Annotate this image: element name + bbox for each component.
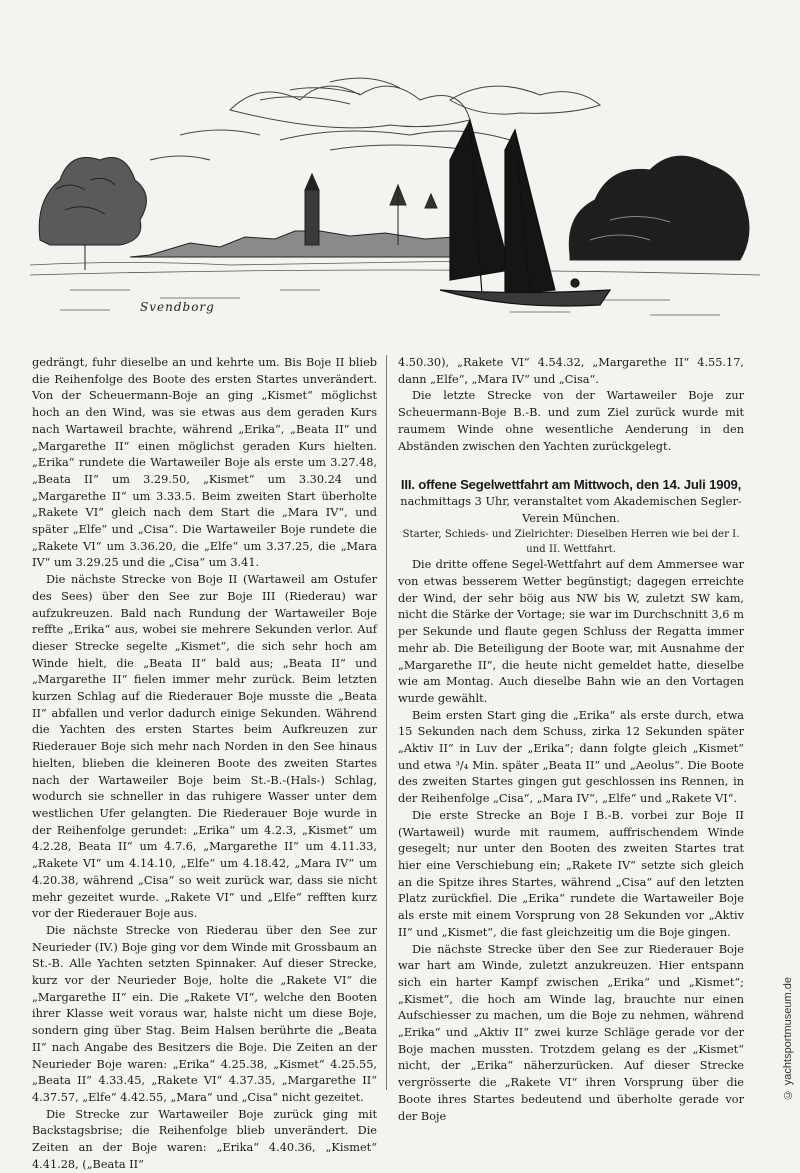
officials-note: Starter, Schieds- und Zielrichter: Dieselben Herren wie bei der I. und II. Wettfahrt. [402,529,740,556]
paragraph: Beim ersten Start ging die „Erika“ als erste durch, etwa 15 Sekunden nach dem Schuss, zirka 12 Sekunden später „Aktiv II“ in Luv der „Erika“; dann folgte gleich „Kismet“ und etwa ³/₄ Min. später „Beata II“ und „Aeolus“. Die Boote des zweiten Startes gingen gut geschlossen ins Rennen, in der Reihenfolge „Cisa“, „Mara IV“, „Elfe“ und „Rakete VI“. [398,708,744,806]
paragraph: gedrängt, fuhr dieselbe an und kehrte um. Bis Boje II blieb die Reihenfolge des Boote des ersten Startes unverändert. Von der Scheuermann-Boje an ging „Kismet“ möglichst hoch an den Wind, was sie etwas aus dem geraden Kurs nach Wartaweil brachte, während „Erika“, „Beata II“ und „Margarethe II“ einen möglichst geraden Kurs hielten. „Erika“ rundete die Wartaweiler Boje als erste um 3.27.48, „Beata II“ um 3.29.50, „Kismet“ um 3.30.24 und „Margarethe II“ um 3.33.5. Beim zweiten Start überholte „Rakete VI“ gleich nach dem Start die „Mara IV“, und später „Elfe“ und „Cisa“. Die Wartaweiler Boje rundete die „Rakete VI“ um 3.36.20, die „Elfe“ um 3.37.25, die „Mara IV“ um 3.29.25 und die „Cisa“ um 3.41. [32,356,377,570]
paragraph: 4.50.30), „Rakete VI“ 4.54.32, „Margarethe II“ 4.55.17, dann „Elfe“, „Mara IV“ und „Cisa“. [398,356,744,386]
column-divider [386,355,387,1090]
left-tree-group [39,158,146,271]
watermark: © yachtsportmuseum.de [782,976,794,1100]
paragraph: Die nächste Strecke von Riederau über den See zur Neurieder (IV.) Boje ging vor dem Winde mit Grossbaum an St.-B. Alle Yachten setzten Spinnaker. Auf dieser Strecke, kurz vor der Neurieder Boje, holte die „Rakete VI“ die „Margarethe II“ ein. Die „Rakete VI“, welche den Booten ihrer Klasse weit voraus war, halste nicht um diese Boje, sondern ging über Stag. Beim Halsen berührte die „Beata II“ nach Angabe des Besitzers die Boje. Die Zeiten an der Neurieder Boje waren: „Erika“ 4.25.38, „Kismet“ 4.25.55, „Beata II“ 4.33.45, „Rakete VI“ 4.37.35, „Margarethe II“ 4.37.57, „Elfe“ 4.42.55, „Mara“ und „Cisa“ nicht gezeitet. [32,923,377,1104]
paragraph: Die Strecke zur Wartaweiler Boje zurück ging mit Backstagsbrise; die Reihenfolge blieb unverändert. Die Zeiten an der Boje waren: „Erika“ 4.40.36, „Kismet“ 4.41.28, („Beata II“ [32,1107,377,1171]
section-subheading: nachmittags 3 Uhr, veranstaltet vom Akademischen Segler-Verein München. [400,494,742,525]
paragraph: Die erste Strecke an Boje I B.-B. vorbei zur Boje II (Wartaweil) wurde mit raumem, auffrischendem Winde gesegelt; nur unter den Booten des zweiten Startes trat hier eine Verschiebung ein; „Rakete IV“ setzte sich gleich an die Spitze ihres Startes, während „Cisa“ auf den letzten Platz zurückfiel. Die „Erika“ rundete die Wartaweiler Boje als erste mit einem Vorsprung von 28 Sekunden vor „Aktiv II“ und „Kismet“, die fast gleichzeitig um die Boje gingen. [398,808,744,939]
paragraph: Die nächste Strecke über den See zur Riederauer Boje war hart am Winde, zuletzt anzukreuzen. Hier entspann sich ein harter Kampf zwischen „Erika“ und „Kismet“; „Kismet“, die hoch am Winde lag, brauchte nur einen Aufschiesser zu machen, um die Boje zu nehmen, während „Erika“ und „Aktiv II“ zwei kurze Schläge gerade vor der Boje machen mussten. Trotzdem gelang es der „Kismet“ nicht, der „Erika“ näherzurücken. Auf dieser Strecke vergrösserte die „Rakete VI“ ihren Vorsprung über die Boote ihres Startes bedeutend und überholte gerade vor der Boje [398,942,744,1123]
paragraph: Die dritte offene Segel-Wettfahrt auf dem Ammersee war von etwas besserem Wetter begünstigt; dagegen erreichte der Wind, der sehr böig aus NW bis W, zuletzt SW kam, nicht die Stärke der Vortage; sie war im Durchschnitt 3,6 m per Sekunde und flaute gegen Schluss der Regatta immer mehr ab. Die Beteiligung der Boote war, mit Ausnahme der „Margarethe II“, die heute nicht gemeldet hatte, dieselbe wie am Montag. Auch dieselbe Bahn wie an den Vortagen wurde gewählt. [398,558,744,705]
right-forest [569,156,749,260]
section-heading: III. offene Segelwettfahrt am Mittwoch, den 14. Juli 1909, [400,477,742,493]
town-skyline [130,174,455,257]
right-column [398,355,744,1125]
left-column [32,355,377,1173]
illustration-caption: Svendborg [140,300,215,314]
harbor-sailboat-illustration-icon [30,40,760,330]
paragraph: Die nächste Strecke von Boje II (Wartaweil am Ostufer des Sees) über den See zur Boje III (Riederau) war aufzukreuzen. Bald nach Rundung der Wartaweiler Boje reffte „Erika“ aus, wobei sie mehrere Sekunden verlor. Auf dieser Strecke segelte „Kismet“, die sich sehr hoch am Winde hielt, die „Beata II“ bald aus; „Beata II“ und „Margarethe II“ fielen immer mehr zurück. Beim letzten kurzen Schlag auf die Riederauer Boje musste die „Beata II“ abfallen und verlor dadurch einige Sekunden. Während die Yachten des ersten Startes beim Aufkreuzen zur Riederauer Boje sich mehr nach Norden in den See hinaus hielten, blieben die kleineren Boote des zweiten Startes nach der Wartaweiler Boje beim St.-B.-(Hals-) Schlag, wodurch sie schneller in das ruhigere Wasser unter dem westlichen Ufer gelangten. Die Riederauer Boje wurde in der Reihenfolge gerundet: „Erika“ um 4.2.3, „Kismet“ um 4.2.28, Beata II“ um 4.7.6, „Margarethe II“ um 4.11.33, „Rakete VI“ um 4.14.10, „Elfe“ um 4.18.42, „Mara IV“ um 4.20.38, während „Cisa“ so weit zurück war, dass sie nicht mehr gezeitet wurde. „Rakete VI“ und „Elfe“ refften kurz vor der Riederauer Boje aus. [32,573,377,921]
sky-clouds [150,78,600,160]
paragraph: Die letzte Strecke von der Wartaweiler Boje zur Scheuermann-Boje B.-B. und zum Ziel zurück wurde mit raumem Winde ohne wesentliche Aenderung in den Abständen zwischen den Yachten zurückgelegt. [398,389,744,453]
